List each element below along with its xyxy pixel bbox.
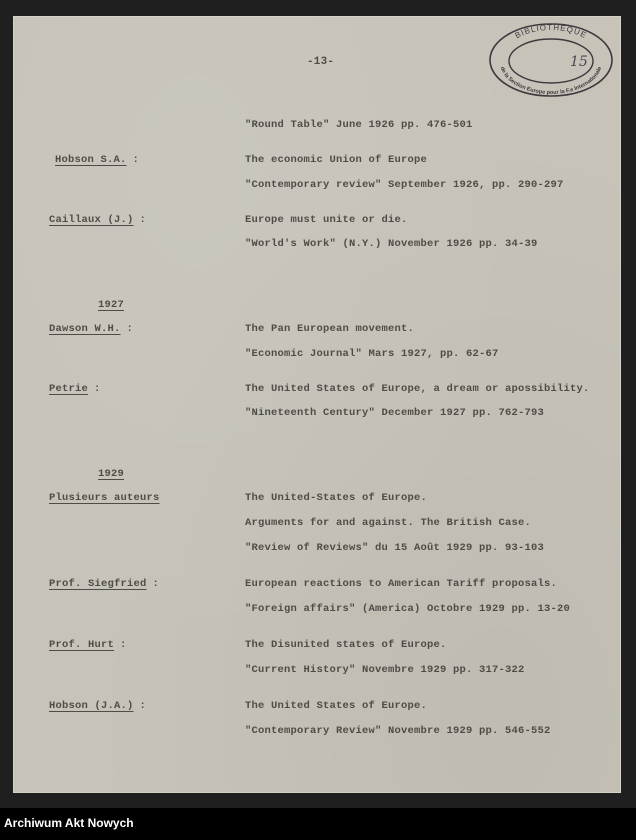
entry-citation: "Current History" Novembre 1929 pp. 317-322	[245, 664, 525, 676]
author-label: Hobson (J.A.)	[49, 700, 134, 712]
entry-citation: "Foreign affairs" (America) Octobre 1929 pp. 13-20	[245, 603, 571, 615]
author-label: Prof. Siegfried	[49, 578, 147, 590]
entry-citation: "Contemporary Review" Novembre 1929 pp. 546-552	[245, 725, 551, 737]
svg-text:BIBLIOTHÈQUE: BIBLIOTHÈQUE	[513, 22, 589, 41]
stamp-icon	[488, 22, 614, 98]
author-name	[49, 383, 101, 395]
entry-title: The Pan European movement.	[245, 323, 415, 335]
author-name	[49, 492, 160, 504]
author-colon: :	[120, 639, 127, 651]
author-label: Prof. Hurt	[49, 639, 115, 651]
archive-footer-label: Archiwum Akt Nowych	[4, 816, 134, 830]
library-stamp	[488, 22, 614, 98]
entry-title: The United States of Europe, a dream or apossibility.	[245, 383, 590, 395]
page-number: -13-	[307, 56, 335, 68]
author-label: Dawson W.H.	[49, 323, 121, 335]
author-colon: :	[139, 214, 147, 226]
entry-title: European reactions to American Tariff proposals.	[245, 578, 558, 590]
author-name	[49, 700, 146, 712]
entry-title: Europe must unite or die.	[245, 214, 408, 226]
entry-citation: "Nineteenth Century" December 1927 pp. 762-793	[245, 407, 545, 419]
author-name	[49, 639, 127, 651]
author-label: Petrie	[49, 383, 89, 395]
svg-text:15: 15	[570, 54, 588, 70]
entry-citation: "World's Work" (N.Y.) November 1926 pp. 34-39	[245, 238, 538, 250]
author-colon: :	[126, 323, 134, 335]
author-label: Caillaux (J.)	[49, 214, 134, 226]
author-colon: :	[139, 700, 147, 712]
author-name	[49, 578, 159, 590]
author-label: Plusieurs auteurs	[49, 492, 160, 504]
entry-citation: "Review of Reviews" du 15 Août 1929 pp. 93-103	[245, 542, 545, 554]
author-label: Hobson S.A.	[55, 154, 127, 166]
entry-title: The United-States of Europe.	[245, 492, 428, 504]
year-heading: 1929	[98, 468, 125, 480]
author-name	[55, 154, 139, 166]
author-colon: :	[132, 154, 140, 166]
entry-title: The United States of Europe.	[245, 700, 428, 712]
author-colon: :	[94, 383, 101, 395]
entry-title: The economic Union of Europe	[245, 154, 428, 166]
year-heading: 1927	[98, 299, 125, 311]
entry-subtitle: Arguments for and against. The British Case.	[245, 517, 532, 529]
entry-citation: "Economic Journal" Mars 1927, pp. 62-67	[245, 348, 499, 360]
citation-line: "Round Table" June 1926 pp. 476-501	[245, 119, 473, 131]
entry-citation: "Contemporary review" September 1926, pp. 290-297	[245, 179, 564, 191]
author-name	[49, 214, 146, 226]
document-page	[13, 16, 621, 793]
author-name	[49, 323, 133, 335]
svg-text:de la Section Europe pour la F: de la Section Europe pour la F.e Internationale	[498, 66, 604, 97]
author-colon: :	[152, 578, 160, 590]
entry-title: The Disunited states of Europe.	[245, 639, 447, 651]
